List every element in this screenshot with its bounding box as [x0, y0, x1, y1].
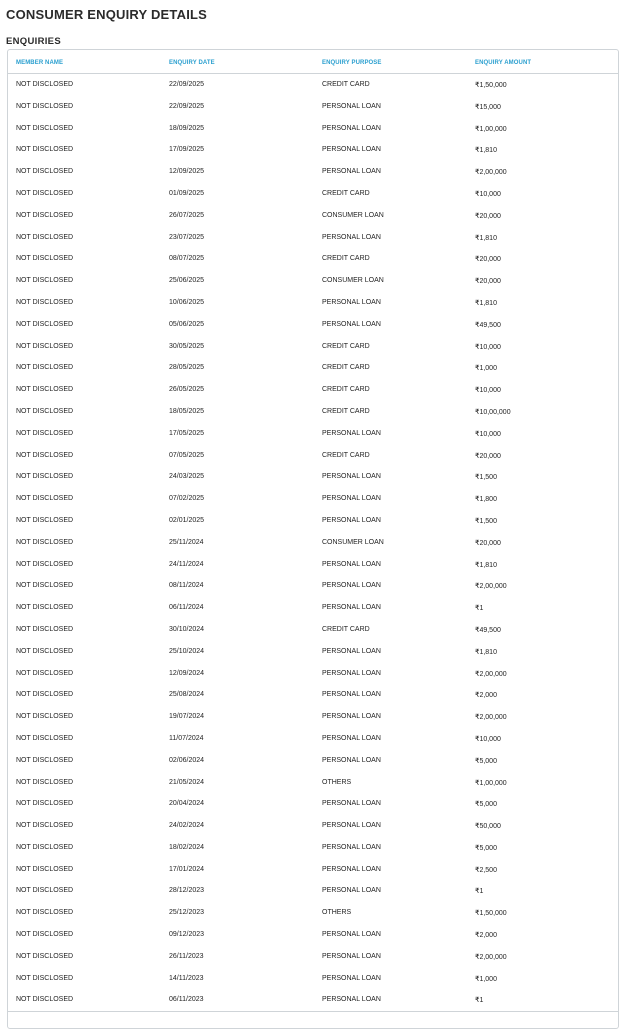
table-row: [8, 947, 618, 969]
table-row: [8, 380, 618, 402]
cell-enquiry-purpose: PERSONAL LOAN: [322, 996, 381, 1004]
cell-enquiry-purpose: CREDIT CARD: [322, 364, 370, 372]
table-row: [8, 184, 618, 206]
cell-enquiry-amount: ₹1,50,000: [475, 910, 507, 918]
cell-enquiry-date: 25/06/2025: [169, 277, 205, 285]
cell-enquiry-date: 20/04/2024: [169, 800, 205, 808]
cell-member-name: NOT DISCLOSED: [16, 800, 74, 808]
cell-enquiry-amount: ₹1,00,000: [475, 779, 507, 787]
cell-enquiry-purpose: PERSONAL LOAN: [322, 298, 381, 306]
cell-member-name: NOT DISCLOSED: [16, 691, 74, 699]
cell-enquiry-purpose: PERSONAL LOAN: [322, 800, 381, 808]
cell-member-name: NOT DISCLOSED: [16, 320, 74, 328]
cell-enquiry-purpose: PERSONAL LOAN: [322, 756, 381, 764]
cell-enquiry-amount: ₹1,000: [475, 365, 497, 373]
cell-member-name: NOT DISCLOSED: [16, 168, 74, 176]
cell-enquiry-date: 26/07/2025: [169, 211, 205, 219]
table-body: [8, 75, 618, 1012]
cell-enquiry-date: 18/09/2025: [169, 124, 205, 132]
cell-enquiry-amount: ₹2,000: [475, 932, 497, 940]
cell-enquiry-date: 06/11/2023: [169, 996, 204, 1004]
cell-enquiry-date: 12/09/2025: [169, 168, 205, 176]
table-row: [8, 707, 618, 729]
cell-enquiry-amount: ₹1,810: [475, 147, 497, 155]
table-row: [8, 162, 618, 184]
cell-enquiry-purpose: PERSONAL LOAN: [322, 516, 381, 524]
cell-enquiry-purpose: CREDIT CARD: [322, 407, 370, 415]
table-row: [8, 794, 618, 816]
cell-enquiry-purpose: PERSONAL LOAN: [322, 865, 381, 873]
cell-enquiry-date: 25/08/2024: [169, 691, 205, 699]
cell-enquiry-amount: ₹2,000: [475, 692, 497, 700]
cell-member-name: NOT DISCLOSED: [16, 364, 74, 372]
cell-member-name: NOT DISCLOSED: [16, 81, 74, 88]
cell-enquiry-purpose: PERSONAL LOAN: [322, 691, 381, 699]
cell-enquiry-amount: ₹20,000: [475, 452, 501, 460]
table-row: [8, 140, 618, 162]
cell-enquiry-date: 02/06/2024: [169, 756, 205, 764]
cell-enquiry-amount: ₹20,000: [475, 212, 501, 220]
cell-enquiry-purpose: PERSONAL LOAN: [322, 952, 381, 960]
cell-enquiry-amount: ₹10,000: [475, 430, 501, 438]
cell-enquiry-date: 23/07/2025: [169, 233, 205, 241]
cell-enquiry-date: 14/11/2023: [169, 974, 204, 982]
table-row: [8, 751, 618, 773]
table-row: [8, 555, 618, 577]
table-row: [8, 881, 618, 903]
cell-enquiry-date: 07/02/2025: [169, 495, 205, 503]
cell-enquiry-purpose: CREDIT CARD: [322, 81, 370, 88]
cell-member-name: NOT DISCLOSED: [16, 865, 74, 873]
cell-enquiry-date: 24/02/2024: [169, 822, 205, 830]
table-row: [8, 75, 618, 97]
table-row: [8, 685, 618, 707]
cell-enquiry-purpose: PERSONAL LOAN: [322, 931, 381, 939]
cell-member-name: NOT DISCLOSED: [16, 189, 74, 197]
cell-member-name: NOT DISCLOSED: [16, 713, 74, 721]
cell-enquiry-purpose: CREDIT CARD: [322, 255, 370, 263]
cell-member-name: NOT DISCLOSED: [16, 211, 74, 219]
table-row: [8, 228, 618, 250]
cell-enquiry-purpose: CREDIT CARD: [322, 386, 370, 394]
table-row: [8, 642, 618, 664]
table-row: [8, 467, 618, 489]
cell-enquiry-amount: ₹49,500: [475, 626, 501, 634]
cell-enquiry-amount: ₹2,00,000: [475, 953, 507, 961]
table-row: [8, 533, 618, 555]
cell-enquiry-date: 18/02/2024: [169, 843, 205, 851]
cell-enquiry-date: 06/11/2024: [169, 604, 204, 612]
cell-enquiry-amount: ₹1,000: [475, 975, 497, 983]
column-header-enquiry-date: ENQUIRY DATE: [169, 60, 215, 66]
cell-enquiry-purpose: PERSONAL LOAN: [322, 713, 381, 721]
cell-enquiry-purpose: PERSONAL LOAN: [322, 582, 381, 590]
table-row: [8, 424, 618, 446]
cell-enquiry-amount: ₹1: [475, 888, 484, 896]
cell-enquiry-purpose: CREDIT CARD: [322, 342, 370, 350]
cell-enquiry-purpose: PERSONAL LOAN: [322, 124, 381, 132]
cell-member-name: NOT DISCLOSED: [16, 429, 74, 437]
table-row: [8, 903, 618, 925]
table-row: [8, 729, 618, 751]
cell-member-name: NOT DISCLOSED: [16, 734, 74, 742]
cell-member-name: NOT DISCLOSED: [16, 560, 74, 568]
cell-member-name: NOT DISCLOSED: [16, 146, 74, 154]
cell-enquiry-purpose: PERSONAL LOAN: [322, 473, 381, 481]
column-header-enquiry-purpose: ENQUIRY PURPOSE: [322, 60, 382, 66]
cell-enquiry-purpose: PERSONAL LOAN: [322, 320, 381, 328]
cell-enquiry-purpose: PERSONAL LOAN: [322, 560, 381, 568]
cell-member-name: NOT DISCLOSED: [16, 495, 74, 503]
cell-enquiry-date: 19/07/2024: [169, 713, 205, 721]
table-row: [8, 511, 618, 533]
cell-enquiry-date: 07/05/2025: [169, 451, 205, 459]
cell-enquiry-date: 26/11/2023: [169, 952, 204, 960]
cell-enquiry-amount: ₹1,810: [475, 561, 497, 569]
cell-enquiry-purpose: PERSONAL LOAN: [322, 495, 381, 503]
cell-member-name: NOT DISCLOSED: [16, 952, 74, 960]
table-row: [8, 598, 618, 620]
cell-enquiry-purpose: CONSUMER LOAN: [322, 277, 384, 285]
cell-enquiry-purpose: PERSONAL LOAN: [322, 822, 381, 830]
table-row: [8, 838, 618, 860]
cell-member-name: NOT DISCLOSED: [16, 996, 74, 1004]
cell-member-name: NOT DISCLOSED: [16, 625, 74, 633]
table-header: [8, 50, 618, 74]
cell-enquiry-amount: ₹5,000: [475, 801, 497, 809]
cell-enquiry-date: 17/05/2025: [169, 429, 205, 437]
cell-enquiry-date: 30/05/2025: [169, 342, 205, 350]
cell-enquiry-amount: ₹20,000: [475, 256, 501, 264]
cell-enquiry-purpose: PERSONAL LOAN: [322, 233, 381, 241]
cell-member-name: NOT DISCLOSED: [16, 473, 74, 481]
table-row: [8, 358, 618, 380]
cell-member-name: NOT DISCLOSED: [16, 233, 74, 241]
table-row: [8, 990, 618, 1012]
cell-enquiry-date: 01/09/2025: [169, 189, 205, 197]
cell-enquiry-date: 26/05/2025: [169, 386, 205, 394]
table-row: [8, 249, 618, 271]
cell-enquiry-amount: ₹10,000: [475, 343, 501, 351]
cell-member-name: NOT DISCLOSED: [16, 407, 74, 415]
cell-member-name: NOT DISCLOSED: [16, 778, 74, 786]
cell-member-name: NOT DISCLOSED: [16, 756, 74, 764]
cell-enquiry-purpose: CONSUMER LOAN: [322, 538, 384, 546]
enquiries-table: [7, 49, 619, 1029]
cell-enquiry-amount: ₹15,000: [475, 103, 501, 111]
cell-member-name: NOT DISCLOSED: [16, 822, 74, 830]
cell-member-name: NOT DISCLOSED: [16, 255, 74, 263]
cell-enquiry-amount: ₹2,00,000: [475, 714, 507, 722]
cell-member-name: NOT DISCLOSED: [16, 298, 74, 306]
cell-member-name: NOT DISCLOSED: [16, 909, 74, 917]
cell-enquiry-amount: ₹2,500: [475, 866, 497, 874]
cell-enquiry-amount: ₹1,810: [475, 299, 497, 307]
table-row: [8, 271, 618, 293]
table-row: [8, 402, 618, 424]
cell-enquiry-date: 05/06/2025: [169, 320, 205, 328]
cell-enquiry-purpose: PERSONAL LOAN: [322, 647, 381, 655]
cell-enquiry-date: 10/06/2025: [169, 298, 205, 306]
cell-enquiry-amount: ₹49,500: [475, 321, 501, 329]
cell-enquiry-date: 25/10/2024: [169, 647, 205, 655]
cell-enquiry-date: 12/09/2024: [169, 669, 205, 677]
cell-member-name: NOT DISCLOSED: [16, 647, 74, 655]
table-row: [8, 97, 618, 119]
cell-enquiry-date: 02/01/2025: [169, 516, 205, 524]
cell-enquiry-amount: ₹10,000: [475, 735, 501, 743]
page-title: CONSUMER ENQUIRY DETAILS: [6, 7, 208, 22]
table-row: [8, 576, 618, 598]
cell-member-name: NOT DISCLOSED: [16, 843, 74, 851]
cell-enquiry-purpose: PERSONAL LOAN: [322, 843, 381, 851]
cell-member-name: NOT DISCLOSED: [16, 582, 74, 590]
table-row: [8, 664, 618, 686]
cell-enquiry-amount: ₹1,00,000: [475, 125, 507, 133]
cell-enquiry-amount: ₹1: [475, 997, 484, 1005]
table-row: [8, 925, 618, 947]
cell-enquiry-amount: ₹2,00,000: [475, 169, 507, 177]
table-row: [8, 816, 618, 838]
cell-enquiry-amount: ₹1,50,000: [475, 82, 507, 89]
table-row: [8, 119, 618, 141]
cell-member-name: NOT DISCLOSED: [16, 887, 74, 895]
cell-enquiry-purpose: PERSONAL LOAN: [322, 168, 381, 176]
cell-member-name: NOT DISCLOSED: [16, 604, 74, 612]
cell-enquiry-purpose: PERSONAL LOAN: [322, 429, 381, 437]
cell-enquiry-amount: ₹5,000: [475, 844, 497, 852]
column-header-member-name: MEMBER NAME: [16, 60, 64, 66]
cell-enquiry-purpose: PERSONAL LOAN: [322, 146, 381, 154]
cell-enquiry-purpose: PERSONAL LOAN: [322, 102, 381, 110]
cell-enquiry-date: 08/11/2024: [169, 582, 204, 590]
cell-enquiry-purpose: OTHERS: [322, 778, 352, 786]
cell-member-name: NOT DISCLOSED: [16, 538, 74, 546]
cell-enquiry-date: 22/09/2025: [169, 102, 205, 110]
cell-enquiry-date: 25/11/2024: [169, 538, 204, 546]
cell-enquiry-purpose: PERSONAL LOAN: [322, 734, 381, 742]
table-row: [8, 446, 618, 468]
cell-enquiry-amount: ₹5,000: [475, 757, 497, 765]
table-row: [8, 489, 618, 511]
cell-enquiry-amount: ₹1,810: [475, 648, 497, 656]
cell-member-name: NOT DISCLOSED: [16, 342, 74, 350]
cell-enquiry-date: 28/12/2023: [169, 887, 205, 895]
table-row: [8, 969, 618, 991]
table-row: [8, 773, 618, 795]
cell-enquiry-purpose: PERSONAL LOAN: [322, 974, 381, 982]
cell-enquiry-amount: ₹1,800: [475, 496, 497, 504]
cell-enquiry-date: 17/01/2024: [169, 865, 205, 873]
cell-enquiry-amount: ₹2,00,000: [475, 583, 507, 591]
cell-enquiry-date: 08/07/2025: [169, 255, 205, 263]
cell-member-name: NOT DISCLOSED: [16, 451, 74, 459]
cell-enquiry-date: 09/12/2023: [169, 931, 205, 939]
cell-enquiry-amount: ₹20,000: [475, 539, 501, 547]
cell-enquiry-date: 11/07/2024: [169, 734, 204, 742]
cell-member-name: NOT DISCLOSED: [16, 124, 74, 132]
table-row: [8, 337, 618, 359]
cell-enquiry-date: 28/05/2025: [169, 364, 205, 372]
cell-enquiry-purpose: CREDIT CARD: [322, 451, 370, 459]
cell-member-name: NOT DISCLOSED: [16, 516, 74, 524]
cell-enquiry-amount: ₹1: [475, 605, 484, 613]
bottom-divider: [7, 1011, 619, 1012]
cell-enquiry-date: 24/03/2025: [169, 473, 205, 481]
cell-enquiry-amount: ₹1,810: [475, 234, 497, 242]
cell-enquiry-date: 25/12/2023: [169, 909, 205, 917]
cell-member-name: NOT DISCLOSED: [16, 669, 74, 677]
table-row: [8, 860, 618, 882]
cell-enquiry-date: 21/05/2024: [169, 778, 205, 786]
cell-member-name: NOT DISCLOSED: [16, 277, 74, 285]
cell-enquiry-amount: ₹10,000: [475, 387, 501, 395]
cell-member-name: NOT DISCLOSED: [16, 386, 74, 394]
column-header-enquiry-amount: ENQUIRY AMOUNT: [475, 60, 532, 66]
section-title: ENQUIRIES: [6, 36, 61, 47]
cell-enquiry-purpose: CREDIT CARD: [322, 625, 370, 633]
cell-enquiry-purpose: PERSONAL LOAN: [322, 604, 381, 612]
cell-enquiry-date: 18/05/2025: [169, 407, 205, 415]
cell-enquiry-purpose: PERSONAL LOAN: [322, 669, 381, 677]
cell-enquiry-purpose: CREDIT CARD: [322, 189, 370, 197]
cell-enquiry-date: 24/11/2024: [169, 560, 204, 568]
cell-enquiry-amount: ₹1,500: [475, 474, 497, 482]
cell-enquiry-amount: ₹1,500: [475, 517, 497, 525]
cell-enquiry-purpose: CONSUMER LOAN: [322, 211, 384, 219]
cell-enquiry-amount: ₹10,00,000: [475, 408, 511, 416]
cell-enquiry-date: 30/10/2024: [169, 625, 205, 633]
table-row: [8, 620, 618, 642]
cell-member-name: NOT DISCLOSED: [16, 974, 74, 982]
cell-enquiry-purpose: OTHERS: [322, 909, 352, 917]
cell-enquiry-amount: ₹20,000: [475, 278, 501, 286]
cell-member-name: NOT DISCLOSED: [16, 931, 74, 939]
cell-member-name: NOT DISCLOSED: [16, 102, 74, 110]
table-row: [8, 293, 618, 315]
cell-enquiry-amount: ₹2,00,000: [475, 670, 507, 678]
table-row: [8, 315, 618, 337]
cell-enquiry-amount: ₹50,000: [475, 823, 501, 831]
cell-enquiry-purpose: PERSONAL LOAN: [322, 887, 381, 895]
cell-enquiry-amount: ₹10,000: [475, 190, 501, 198]
table-row: [8, 206, 618, 228]
cell-enquiry-date: 17/09/2025: [169, 146, 205, 154]
cell-enquiry-date: 22/09/2025: [169, 81, 205, 88]
